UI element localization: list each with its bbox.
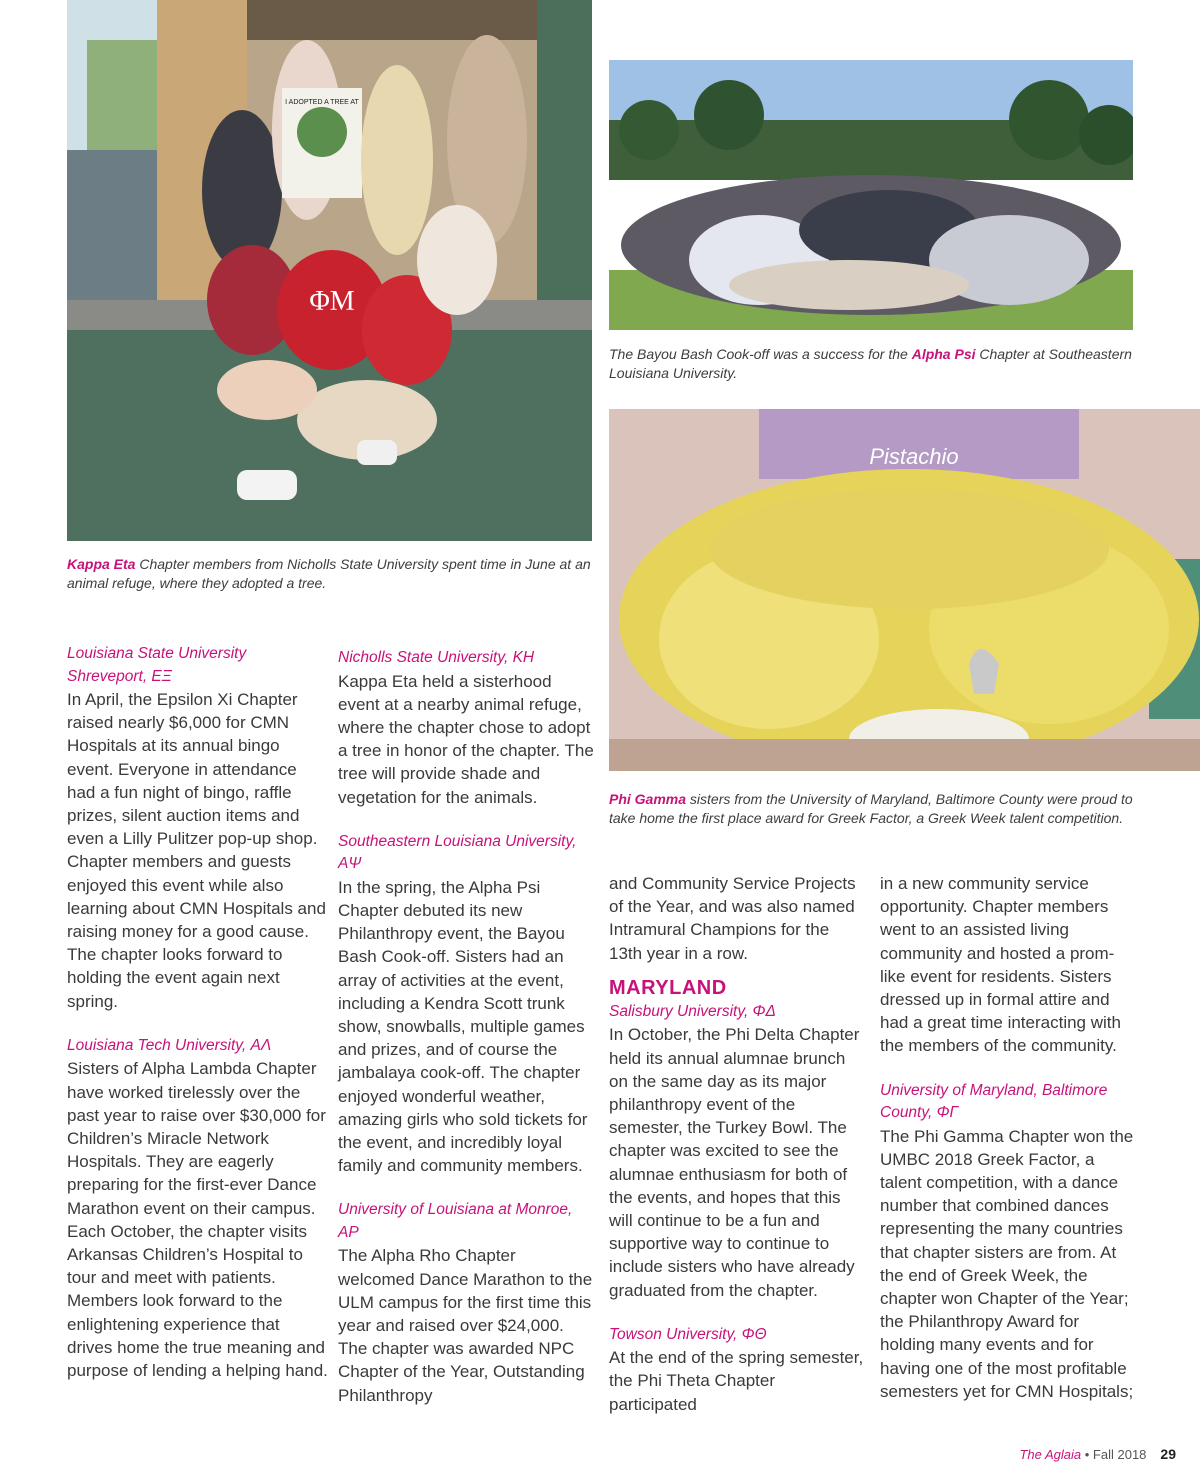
page-number: 29	[1160, 1446, 1176, 1462]
photo-phi-gamma	[609, 409, 1200, 771]
photo-alpha-psi	[609, 60, 1133, 330]
chapter-heading-southeastern: Southeastern Louisiana University, ΑΨ	[338, 832, 577, 873]
article-column-1	[67, 643, 329, 1382]
magazine-name: The Aglaia	[1019, 1447, 1082, 1462]
chapter-heading-salisbury: Salisbury University, ΦΔ	[609, 1002, 776, 1020]
caption-highlight: Alpha Psi	[911, 346, 976, 362]
shirt-text: I ADOPTED A TREE AT	[285, 99, 359, 106]
page-footer	[1019, 1446, 1176, 1462]
article-body-towson-continued: in a new community service opportunity. Chapter members went to an assisted living community and hosted a prom-like event for residents. Sisters dressed up in formal attire and had a great time interacting with the members of the community.	[880, 874, 1121, 1056]
article-body-umbc: The Phi Gamma Chapter won the UMBC 2018 Greek Factor, a talent competition, with a dance number that combined dances representing the many countries that chapter sisters are from. At the end of Greek Week, the chapter won Chapter of the Year; the Philanthropy Award for holding many events and for having one of the most profitable semesters yet for CMN Hospitals;	[880, 1126, 1134, 1401]
caption-phi-gamma	[609, 790, 1139, 828]
article-body-southeastern: In the spring, the Alpha Psi Chapter debuted its new Philanthropy event, the Bayou Bash Cook-off. Sisters had an array of activities at the event, including a Kendra Scott trunk show, snowballs, multiple games and prizes, and of course the jambalaya cook-off. The chapter enjoyed wonderful weather, amazing girls who sold tickets for the event, and incredibly loyal family and community members.	[338, 877, 588, 1176]
caption-text: Chapter members from Nicholls State University spent time in June at an animal refuge, where they adopted a tree.	[67, 556, 591, 591]
article-body-nicholls: Kappa Eta held a sisterhood event at a nearby animal refuge, where the chapter chose to adopt a tree in honor of the chapter. The tree will provide shade and vegetation for the animals.	[338, 671, 594, 807]
caption-text: sisters from the University of Maryland, Baltimore County were proud to take home the first place award for Greek Factor, a Greek Week talent competition.	[609, 791, 1133, 826]
chapter-heading-towson: Towson University, ΦΘ	[609, 1325, 767, 1343]
caption-highlight: Phi Gamma	[609, 791, 687, 807]
article-body-towson: At the end of the spring semester, the Phi Theta Chapter participated	[609, 1348, 864, 1414]
shirt-letters: ΦΜ	[309, 286, 355, 317]
article-body-salisbury: In October, the Phi Delta Chapter held its annual alumnae brunch on the same day as its major philanthropy event of the semester, the Turkey Bowl. The chapter was excited to see the alumnae enthusiasm for both of the events, and hopes that this will continue to be a fun and supportive way to continue to include sisters who have already graduated from the chapter.	[609, 1025, 860, 1300]
article-body-lsus: In April, the Epsilon Xi Chapter raised nearly $6,000 for CMN Hospitals at its annual bingo event. Everyone in attendance had a fun night of bingo, raffle prizes, silent auction items and even a Lilly Pulitzer pop-up shop. Chapter members and guests enjoyed this event while also learning about CMN Hospitals and raising money for a good cause. The chapter looks forward to holding the event again next spring.	[67, 690, 326, 1011]
caption-alpha-psi	[609, 345, 1133, 383]
caption-text-pre: The Bayou Bash Cook-off was a success for the	[609, 346, 912, 362]
article-body-louisiana-tech: Sisters of Alpha Lambda Chapter have worked tirelessly over the past year to raise over $30,000 for Children’s Miracle Network Hospitals. They are eagerly preparing for the first-ever Dance Marathon event on their campus. Each October, the chapter visits Arkansas Children’s Hospital to tour and meet with patients. Members look forward to the enlightening experience that drives home the true meaning and purpose of lending a helping hand.	[67, 1059, 328, 1380]
chapter-heading-umbc: University of Maryland, Baltimore County, ΦΓ	[880, 1081, 1108, 1122]
chapter-heading-nicholls: Nicholls State University, ΚΗ	[338, 649, 535, 666]
chapter-heading-ulm: University of Louisiana at Monroe, ΑΡ	[338, 1201, 573, 1241]
article-body-ulm-continued: and Community Service Projects of the Year, and was also named Intramural Champions for the 13th year in a row.	[609, 874, 856, 963]
state-heading-maryland: MARYLAND	[609, 976, 727, 999]
chapter-heading-lsus: Louisiana State University Shreveport, ΕΞ	[67, 645, 247, 685]
chapter-heading-louisiana-tech: Louisiana Tech University, ΑΛ	[67, 1036, 272, 1054]
article-body-ulm: The Alpha Rho Chapter welcomed Dance Marathon to the ULM campus for the first time this year and raised over $24,000. The chapter was awarded NPC Chapter of the Year, Outstanding Philanthropy	[338, 1246, 593, 1405]
issue-date: • Fall 2018	[1081, 1447, 1147, 1462]
caption-highlight: Kappa Eta	[67, 556, 136, 572]
article-column-4	[880, 872, 1135, 1403]
article-column-2	[338, 647, 594, 1407]
photo-kappa-eta	[67, 0, 592, 541]
caption-text-post: Chapter at Southeastern Louisiana University.	[609, 346, 1132, 381]
article-column-3	[609, 872, 865, 1416]
caption-kappa-eta	[67, 555, 592, 593]
banner-text: Pistachio	[869, 444, 959, 469]
